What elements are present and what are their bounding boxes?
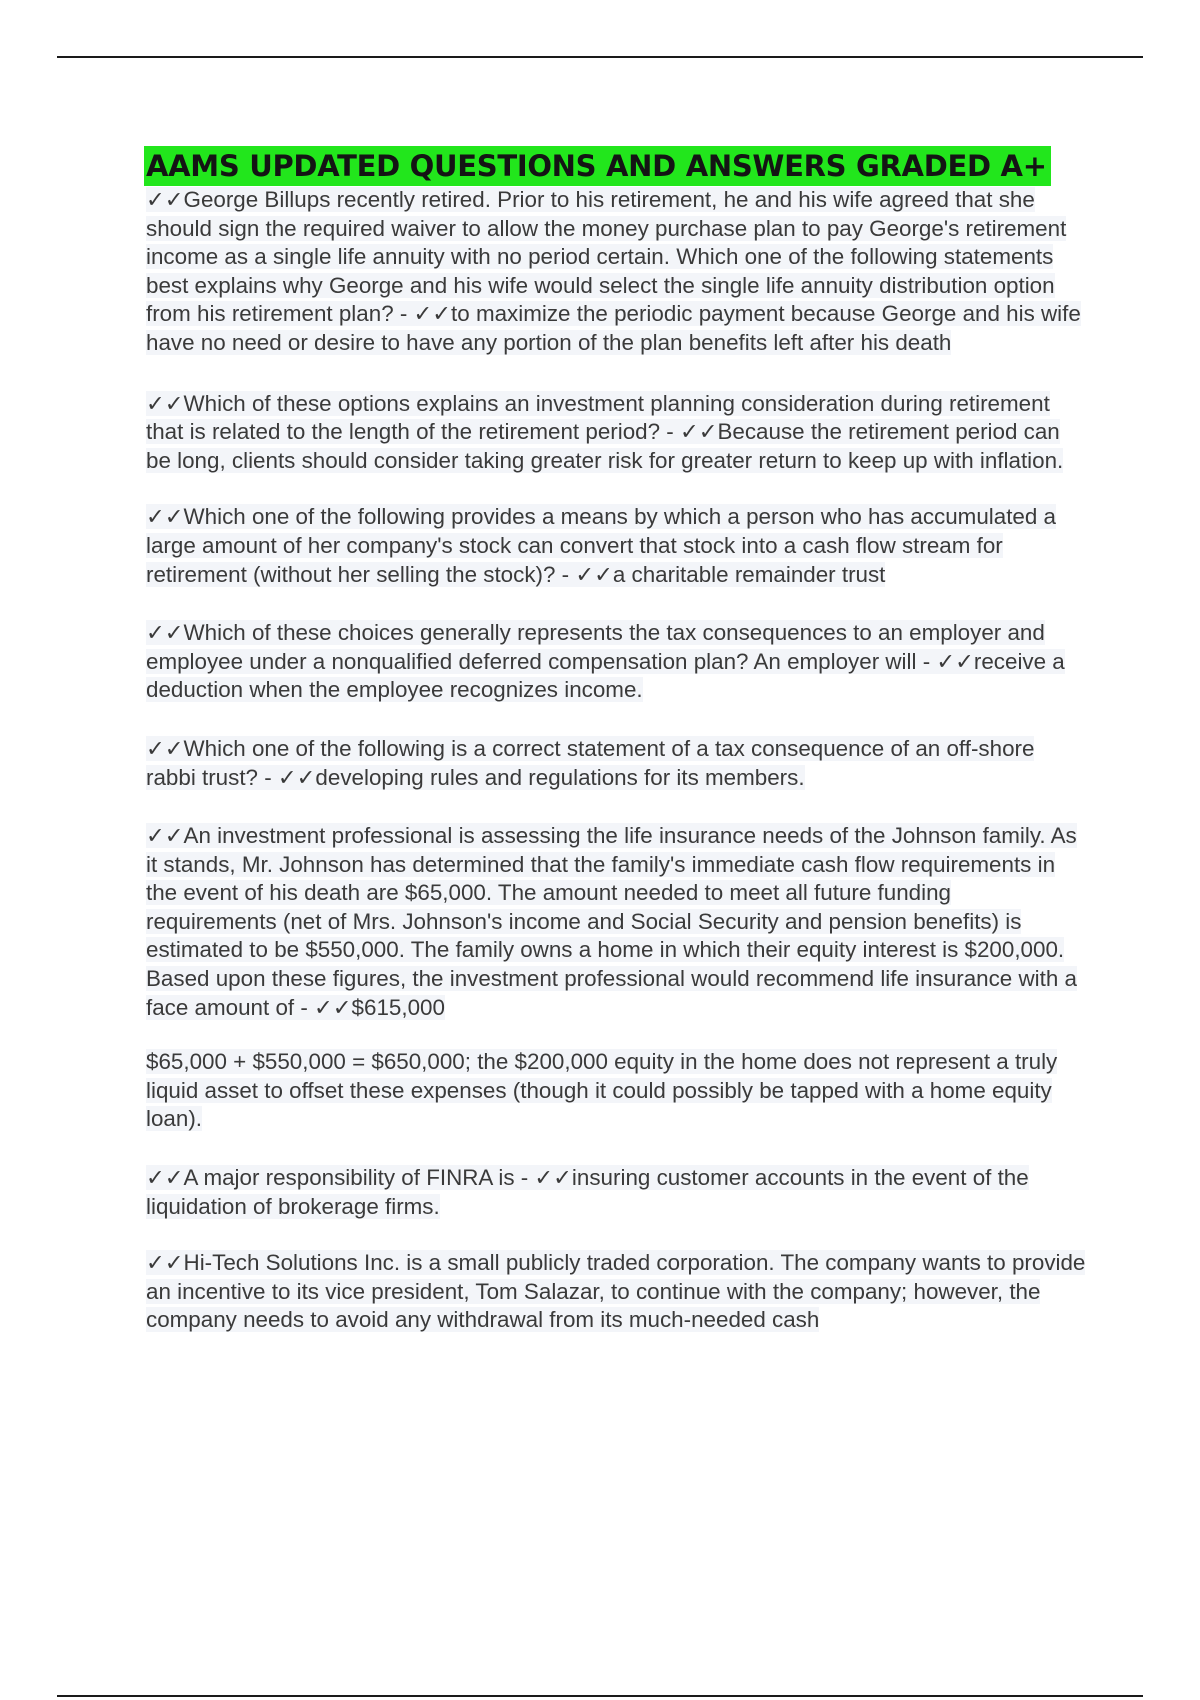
question-paragraph [146,390,1086,476]
question-paragraph [146,1164,1086,1221]
question-paragraph [146,186,1086,358]
paragraph-text: ✓✓A major responsibility of FINRA is - ✓✓insuring customer accounts in the event of the liquidation of brokerage firms. [146,1165,1029,1219]
paragraph-text: ✓✓Which of these options explains an investment planning consideration during retirement that is related to the length of the retirement period? - ✓✓Because the retirement period can be long, clients should consider taking greater risk for greater return to keep up with inflation. [146,390,1064,473]
footer-rule [57,1695,1143,1697]
paragraph-text: ✓✓Which one of the following provides a means by which a person who has accumulated a large amount of her company's stock can convert that stock into a cash flow stream for retirement (without her selling the stock)? - ✓✓a charitable remainder trust [146,504,1057,587]
question-paragraph [146,735,1086,792]
document-title: AAMS UPDATED QUESTIONS AND ANSWERS GRADED A+ [144,146,1051,186]
paragraph-text: ✓✓George Billups recently retired. Prior to his retirement, he and his wife agreed that she should sign the required waiver to allow the money purchase plan to pay George's retirement income as a single life annuity with no period certain. Which one of the following statements best explains why George and his wife would select the single life annuity distribution option from his retirement plan? - ✓✓to maximize the periodic payment because George and his wife have no need or desire to have any portion of the plan benefits left after his death [146,187,1081,355]
question-paragraph [146,822,1086,1022]
paragraph-text: ✓✓Which one of the following is a correct statement of a tax consequence of an off-shore rabbi trust? - ✓✓developing rules and regulations for its members. [146,735,1035,790]
document-body [146,146,1086,1335]
question-paragraph [146,1249,1086,1335]
header-rule [57,56,1143,58]
paragraph-text: ✓✓An investment professional is assessing the life insurance needs of the Johnson family. As it stands, Mr. Johnson has determined that the family's immediate cash flow requirements in the event of his death are $65,000. The amount needed to meet all future funding requirements (net of Mrs. Johnson's income and Social Security and pension benefits) is estimated to be $550,000. The family owns a home in which their equity interest is $200,000. Based upon these figures, the investment professional would recommend life insurance with a face amount of - ✓✓$615,000 [146,823,1077,1020]
question-paragraph [146,619,1086,705]
paragraph-text: ✓✓Hi-Tech Solutions Inc. is a small publicly traded corporation. The company wants to provide an incentive to its vice president, Tom Salazar, to continue with the company; however, the company needs to avoid any withdrawal from its much-needed cash [146,1250,1086,1333]
paragraph-text: ✓✓Which of these choices generally represents the tax consequences to an employer and employee under a nonqualified deferred compensation plan? An employer will - ✓✓receive a deduction when the employee recognizes income. [146,620,1065,703]
question-paragraph [146,503,1086,589]
explanation-paragraph [146,1048,1086,1134]
paragraph-text: $65,000 + $550,000 = $650,000; the $200,000 equity in the home does not represent a truly liquid asset to offset these expenses (though it could possibly be tapped with a home equity loan). [146,1049,1058,1132]
